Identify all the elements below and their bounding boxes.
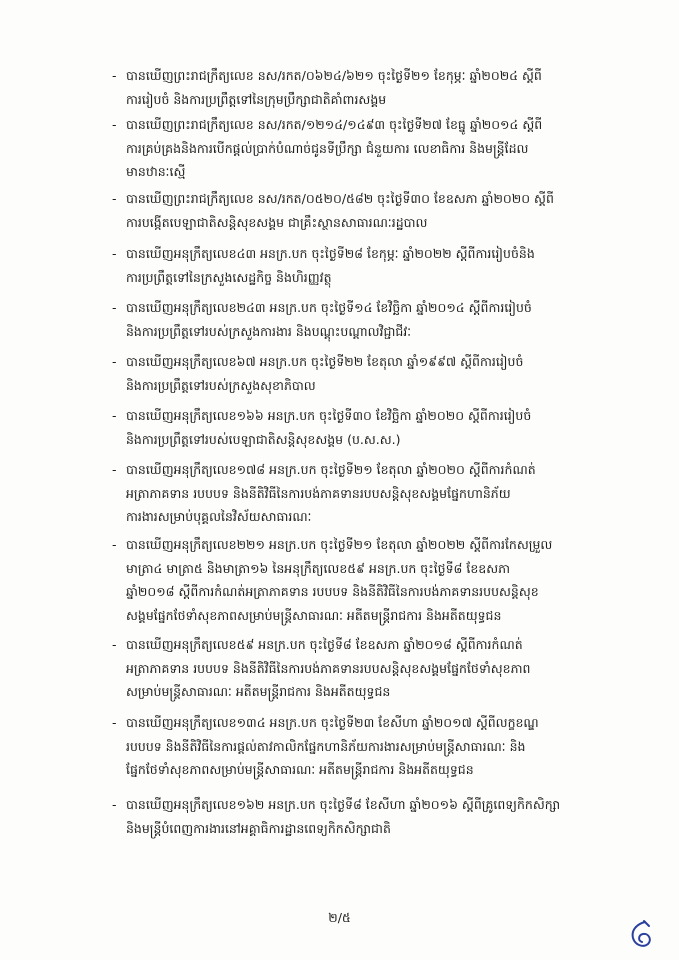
list-item-text: បានឃើញព្រះរាជក្រឹត្យលេខ នស/រកត/១២១៤/១៤៩៣ ចុះថ្ងៃទី២៧ ខែធ្នូ ឆ្នាំ២០១៤ ស្តីពី ការគ្រប់គ្រងនិងការបើកផ្តល់ប្រាក់បំណាច់ជូនទីប្រឹក្សា ជំនួយការ លេខាធិការ និងមន្ត្រីដែល មានឋានៈស្មើ	[126, 117, 543, 179]
list-item-text: បានឃើញព្រះរាជក្រឹត្យលេខ នស/រកត/០៦២៤/៦២១ ចុះថ្ងៃទី២១ ខែកុម្ភៈ ឆ្នាំ២០២៤ ស្តីពី ការរៀបចំ និងការប្រព្រឹត្តទៅនៃក្រុមប្រឹក្សាជាតិគាំពារសង្គម	[126, 68, 542, 107]
bullet-dash: -	[112, 117, 117, 132]
list-item	[112, 458, 626, 529]
list-item-text: បានឃើញអនុក្រឹត្យលេខ១៦២ អនក្រ.បក ចុះថ្ងៃទី៨ ខែសីហា ឆ្នាំ២០១៦ ស្តីពីគ្រូពេទ្យកិកសិក្សា និងមន្ត្រីបំពេញការងារនៅអគ្គាធិការដ្ឋានពេទ្យកិកសិក្សាជាតិ	[126, 797, 561, 836]
list-item	[112, 242, 626, 289]
list-item	[112, 350, 626, 397]
list-item	[112, 64, 626, 111]
list-item	[112, 113, 626, 184]
list-item-text: បានឃើញអនុក្រឹត្យលេខ១៦៦ អនក្រ.បក ចុះថ្ងៃទី៣០ ខែវិច្ឆិកា ឆ្នាំ២០២០ ស្តីពីការរៀបចំ និងការប្រព្រឹត្តទៅរបស់បេឡាជាតិសន្តិសុខសង្គម (ប.ស.ស.)	[126, 408, 532, 447]
bullet-dash: -	[112, 68, 117, 83]
list-item-text: បានឃើញអនុក្រឹត្យលេខ២៤៣ អនក្រ.បក ចុះថ្ងៃទី១៤ ខែវិច្ឆិកា ឆ្នាំ២០១៤ ស្តីពីការរៀបចំ និងការប្រព្រឹត្តទៅរបស់ក្រសួងការងារ និងបណ្តុះបណ្តាលវិជ្ជាជីវៈ	[126, 300, 532, 339]
handwritten-initial-mark	[625, 918, 655, 952]
list-item-text: បានឃើញអនុក្រឹត្យលេខ១៧៨ អនក្រ.បក ចុះថ្ងៃទី២១ ខែតុលា ឆ្នាំ២០២០ ស្តីពីការកំណត់ អត្រាភាគទាន របបបទ និងនីតិវិធីនៃការបង់ភាគទានរបបសន្តិសុខសង្គមផ្នែកហានិភ័យ ការងារសម្រាប់បុគ្គលនៃវិស័យសាធារណៈ	[126, 462, 536, 524]
list-item	[112, 187, 626, 234]
list-item-text: បានឃើញអនុក្រឹត្យលេខ៦៧ អនក្រ.បក ចុះថ្ងៃទី២២ ខែតុលា ឆ្នាំ១៩៩៧ ស្តីពីការរៀបចំ និងការប្រព្រឹត្តទៅរបស់ក្រសួងសុខាភិបាល	[126, 354, 524, 393]
list-item-text: បានឃើញអនុក្រឹត្យលេខ៥៩ អនក្រ.បក ចុះថ្ងៃទី៨ ខែឧសភា ឆ្នាំ២០១៨ ស្តីពីការកំណត់ អត្រាភាគទាន របបបទ និងនីតិវិធីនៃការបង់ភាគទានរបបសន្តិសុខសង្គមផ្នែកថែទាំសុខភាព សម្រាប់មន្ត្រីសាធារណៈ អតីតមន្ត្រីរាជការ និងអតីតយុទ្ធជន	[126, 637, 531, 699]
bullet-dash: -	[112, 300, 117, 315]
list-item	[112, 296, 626, 343]
list-item	[112, 793, 626, 840]
list-item-text: បានឃើញអនុក្រឹត្យលេខ២២១ អនក្រ.បក ចុះថ្ងៃទី២១ ខែតុលា ឆ្នាំ២០២២ ស្តីពីការកែសម្រួល មាត្រា៤ មាត្រា៥ និងមាត្រា១៦ នៃអនុក្រឹត្យលេខ៥៩ អនក្រ.បក ចុះថ្ងៃទី៨ ខែឧសភា ឆ្នាំ២០១៨ ស្តីពីការកំណត់អត្រាភាគទាន របបបទ និងនីតិវិធីនៃការបង់ភាគទានរបបសន្តិសុខ សង្គមផ្នែកថែទាំសុខភាពសម្រាប់មន្ត្រីសាធារណៈ អតីតមន្ត្រីរាជការ និងអតីតយុទ្ធជន	[126, 537, 553, 623]
page-number: ២/៥	[328, 910, 351, 925]
list-item-text: បានឃើញអនុក្រឹត្យលេខ១៣៤ អនក្រ.បក ចុះថ្ងៃទី២៣ ខែសីហា ឆ្នាំ២០១៧ ស្តីពីលក្ខខណ្ឌ របបបទ និងនីតិវិធីនៃការផ្តល់តាវកាលិកផ្នែកហានិភ័យការងារសម្រាប់មន្ត្រីសាធារណៈ និង ផ្នែកថែទាំសុខភាពសម្រាប់មន្ត្រីសាធារណៈ អតីតមន្ត្រីរាជការ និងអតីតយុទ្ធជន	[126, 715, 539, 777]
bullet-dash: -	[112, 537, 117, 552]
bullet-dash: -	[112, 797, 117, 812]
bullet-dash: -	[112, 354, 117, 369]
list-item	[112, 633, 626, 704]
bullet-dash: -	[112, 462, 117, 477]
list-item	[112, 404, 626, 451]
list-item	[112, 533, 626, 627]
bullet-dash: -	[112, 191, 117, 206]
bullet-dash: -	[112, 408, 117, 423]
bullet-dash: -	[112, 715, 117, 730]
bullet-dash: -	[112, 637, 117, 652]
list-item-text: បានឃើញព្រះរាជក្រឹត្យលេខ នស/រកត/០៥២០/៥៨២ ចុះថ្ងៃទី៣០ ខែឧសភា ឆ្នាំ២០២០ ស្តីពី ការបង្កើតបេឡាជាតិសន្តិសុខសង្គម ជាគ្រឹះស្ថានសាធារណៈរដ្ឋបាល	[126, 191, 554, 230]
list-item	[112, 711, 626, 782]
bullet-dash: -	[112, 246, 117, 261]
list-item-text: បានឃើញអនុក្រឹត្យលេខ៤៣ អនក្រ.បក ចុះថ្ងៃទី២៨ ខែកុម្ភៈ ឆ្នាំ២០២២ ស្តីពីការរៀបចំនិង ការប្រព្រឹត្តទៅនៃក្រសួងសេដ្ឋកិច្ច និងហិរញ្ញវត្ថុ	[126, 246, 535, 285]
